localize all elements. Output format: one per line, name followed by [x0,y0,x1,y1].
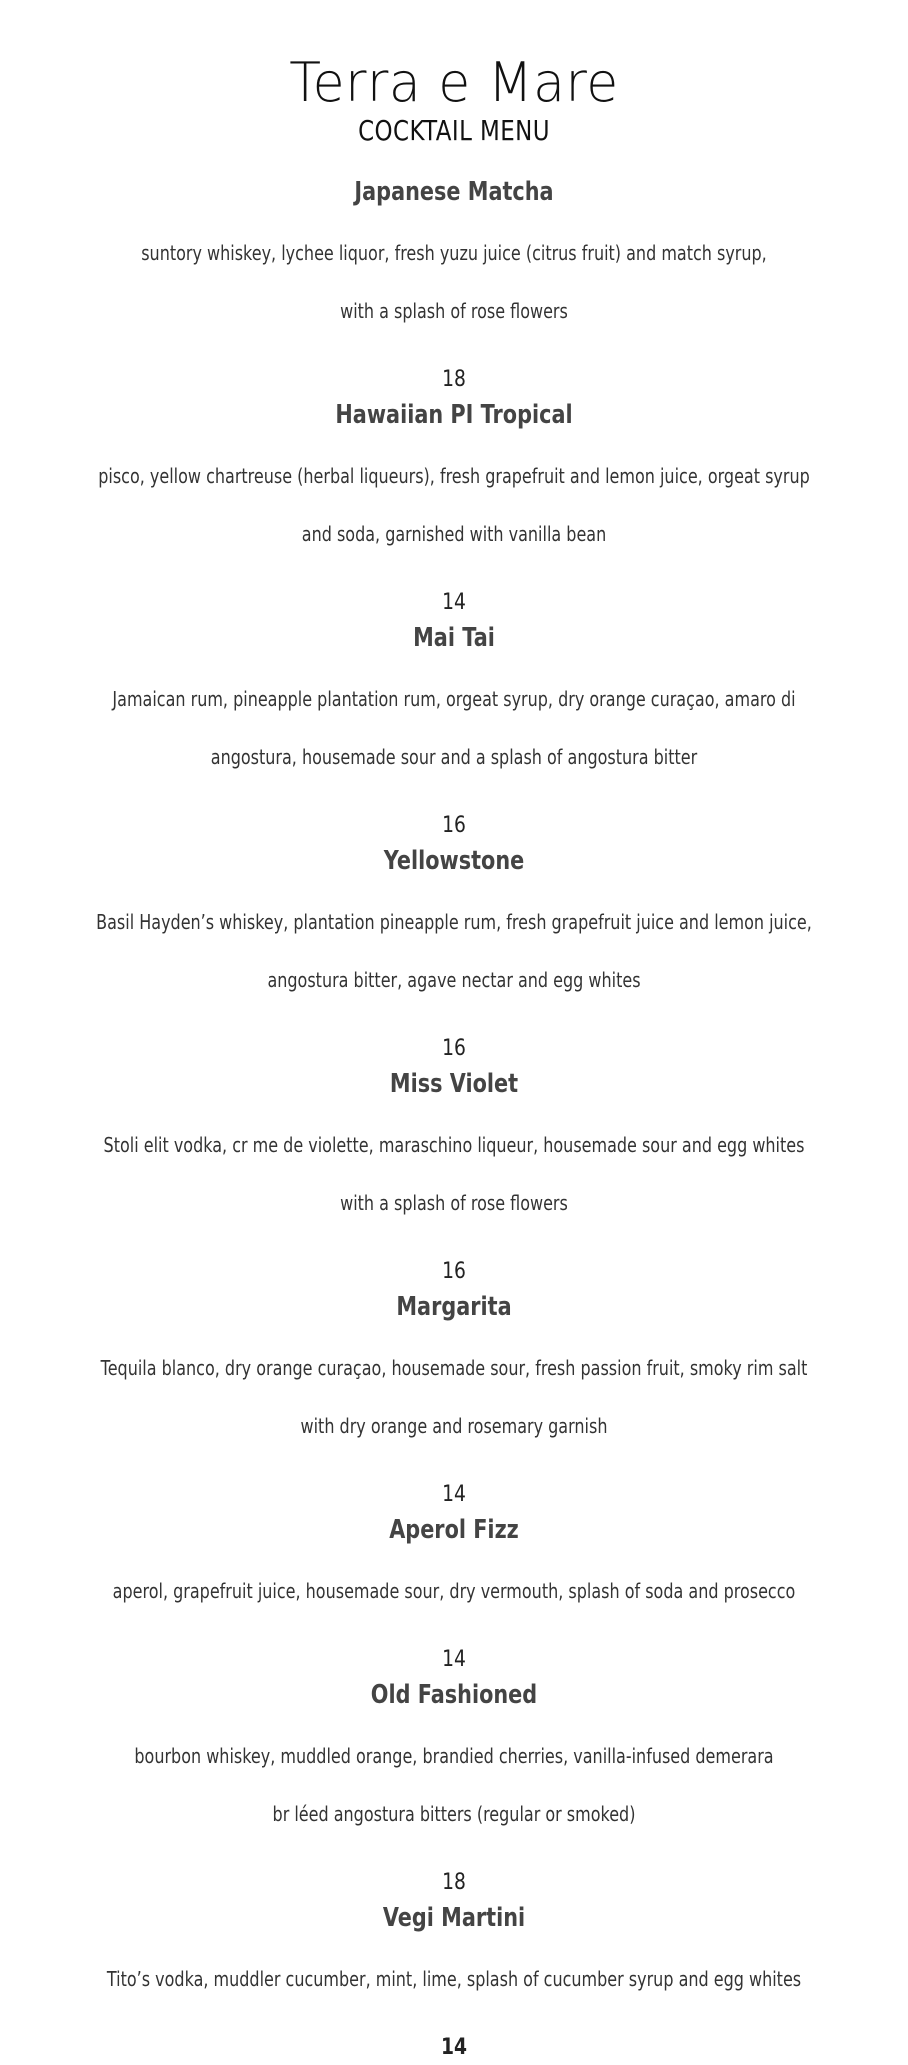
cocktail-price: 16 [442,813,466,838]
cocktail-list [0,174,908,2065]
description-line: Stoli elit vodka, cr me de violette, maraschino liqueur, housemade sour and egg whites [103,1133,805,1157]
cocktail-price: 14 [442,1482,466,1507]
description-line: pisco, yellow chartreuse (herbal liqueurs), fresh grapefruit and lemon juice, orgeat syrup [98,464,810,488]
description-line: with a splash of rose flowers [340,299,568,323]
description-line: suntory whiskey, lychee liquor, fresh yuzu juice (citrus fruit) and match syrup, [141,241,767,265]
cocktail-item [0,1289,908,1512]
cocktail-price: 14 [440,2035,468,2060]
menu-subtitle: COCKTAIL MENU [358,114,550,147]
cocktail-name: Vegi Martini [382,1903,526,1933]
description-line: br léed angostura bitters (regular or smoked) [272,1802,636,1826]
cocktail-item [0,174,908,397]
cocktail-description [91,1548,817,1635]
menu-header [0,52,908,148]
restaurant-title: Terra e Mare [289,51,619,115]
cocktail-price: 14 [442,590,466,615]
cocktail-item [0,1900,908,2065]
description-line: with a splash of rose flowers [340,1191,568,1215]
cocktail-name: Old Fashioned [370,1680,538,1710]
cocktail-price: 16 [442,1259,466,1284]
cocktail-name: Hawaiian PI Tropical [335,400,573,430]
description-line: Tito’s vodka, muddler cucumber, mint, lime, splash of cucumber syrup and egg whites [106,1967,802,1991]
cocktail-item [0,843,908,1066]
cocktail-description [91,1936,817,2023]
cocktail-description [91,1713,817,1858]
description-line: with dry orange and rosemary garnish [300,1414,608,1438]
cocktail-name: Aperol Fizz [389,1515,519,1545]
description-line: angostura bitter, agave nectar and egg whites [267,968,641,992]
cocktail-description [91,879,817,1024]
cocktail-name: Yellowstone [383,846,525,876]
cocktail-price: 16 [442,1036,466,1061]
cocktail-price: 18 [442,367,466,392]
cocktail-item [0,1512,908,1677]
cocktail-name: Mai Tai [413,623,495,653]
cocktail-name: Miss Violet [389,1069,519,1099]
cocktail-item [0,397,908,620]
cocktail-item [0,1066,908,1289]
cocktail-price: 14 [442,1647,466,1672]
cocktail-name: Japanese Matcha [354,177,554,207]
description-line: aperol, grapefruit juice, housemade sour, dry vermouth, splash of soda and prosecco [112,1579,796,1603]
cocktail-item [0,1677,908,1900]
description-line: angostura, housemade sour and a splash of angostura bitter [210,745,698,769]
cocktail-price: 18 [442,1870,466,1895]
cocktail-description [91,1102,817,1247]
description-line: Basil Hayden’s whiskey, plantation pineapple rum, fresh grapefruit juice and lemon juice, [96,910,812,934]
cocktail-item [0,620,908,843]
cocktail-description [91,433,817,578]
cocktail-description [91,210,817,355]
description-line: and soda, garnished with vanilla bean [301,522,607,546]
cocktail-description [91,656,817,801]
cocktail-description [91,1325,817,1470]
description-line: Jamaican rum, pineapple plantation rum, orgeat syrup, dry orange curaçao, amaro di [112,687,796,711]
cocktail-name: Margarita [396,1292,512,1322]
description-line: Tequila blanco, dry orange curaçao, housemade sour, fresh passion fruit, smoky rim salt [100,1356,808,1380]
description-line: bourbon whiskey, muddled orange, brandied cherries, vanilla-infused demerara [134,1744,774,1768]
